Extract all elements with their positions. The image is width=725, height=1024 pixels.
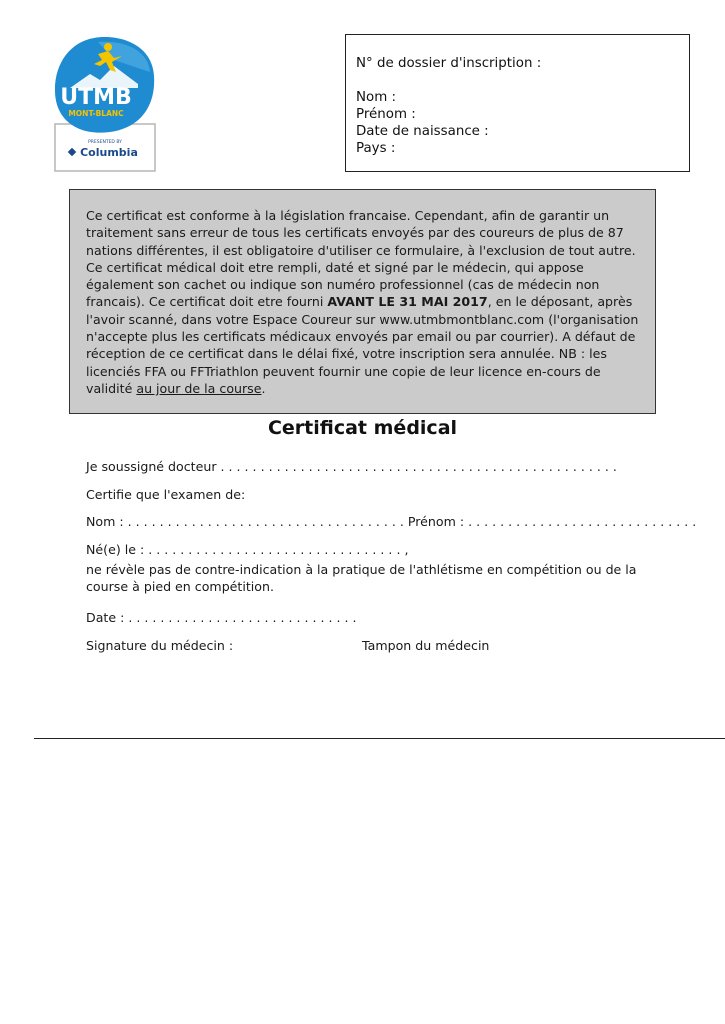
signature-label: Signature du médecin : bbox=[86, 638, 234, 653]
separator-line bbox=[34, 738, 725, 739]
logo-brand-text: UTMB bbox=[60, 85, 132, 110]
notice-underlined: au jour de la course bbox=[136, 380, 262, 396]
notice-end: . bbox=[261, 380, 266, 396]
revele-line-1: ne révèle pas de contre-indication à la pratique de l'athlétisme en compétition ou de la bbox=[86, 562, 637, 577]
prenom-label: Prénom : bbox=[356, 107, 416, 122]
naissance-label: Date de naissance : bbox=[356, 124, 489, 139]
revele-line-2: course à pied en compétition. bbox=[86, 579, 274, 594]
logo-presented-text: PRESENTED BY bbox=[88, 140, 122, 145]
nom-label: Nom : bbox=[356, 90, 397, 105]
certifie-line: Certifie que l'examen de: bbox=[86, 487, 246, 502]
docteur-line: Je soussigné docteur . . . . . . . . . . . . . . . . . . . . . . . . . . . . . . . . . . . . . . . . . . . . . . . . . . bbox=[86, 459, 617, 474]
notice-deadline: AVANT LE 31 MAI 2017 bbox=[327, 294, 488, 310]
nom-prenom-line: Nom : . . . . . . . . . . . . . . . . . . . . . . . . . . . . . . . . . . . Prénom : . . . . . . . . . . . . . . . . . . . . . . . . . . . . . bbox=[86, 514, 697, 529]
logo-sub-text: MONT-BLANC bbox=[68, 109, 124, 118]
tampon-label: Tampon du médecin bbox=[362, 638, 490, 653]
notice-text-2: , en le déposant, après l'avoir scanné, dans votre Espace Coureur sur www.utmbmontblanc.com (l'organisation n'accepte plus les certificats médicaux envoyés par email ou par courrier). A défaut de réception de ce certificat dans le délai fixé, votre inscription sera annulée. NB : les licenciés FFA ou FFTriathlon peuvent fournir une copie de leur licence en-cours de validité bbox=[86, 294, 639, 396]
notice-text-1: Ce certificat est conforme à la législation francaise. Cependant, afin de garantir un traitement sans erreur de tous les certificats envoyés par des coureurs de plus de 87 nations différentes, il est obligatoire d'utiliser ce formulaire, à l'exclusion de tout autre. Ce certificat médical doit etre rempli, daté et signé par le médecin, qui appose également son cachet ou indique son numéro professionnel (cas de médecin non francais). Ce certificat doit etre fourni bbox=[86, 208, 636, 310]
utmb-logo bbox=[54, 36, 158, 174]
page-title: Certificat médical bbox=[267, 417, 458, 439]
pays-label: Pays : bbox=[356, 141, 396, 156]
date-line: Date : . . . . . . . . . . . . . . . . . . . . . . . . . . . . . bbox=[86, 610, 357, 625]
logo-sponsor-text: Columbia bbox=[80, 146, 138, 159]
naissance-line: Né(e) le : . . . . . . . . . . . . . . . . . . . . . . . . . . . . . . . . , bbox=[86, 542, 409, 557]
notice-box bbox=[69, 189, 656, 414]
utmb-logo-graphic bbox=[54, 36, 158, 174]
registration-info-box bbox=[345, 34, 690, 172]
dossier-label: N° de dossier d'inscription : bbox=[356, 56, 542, 71]
